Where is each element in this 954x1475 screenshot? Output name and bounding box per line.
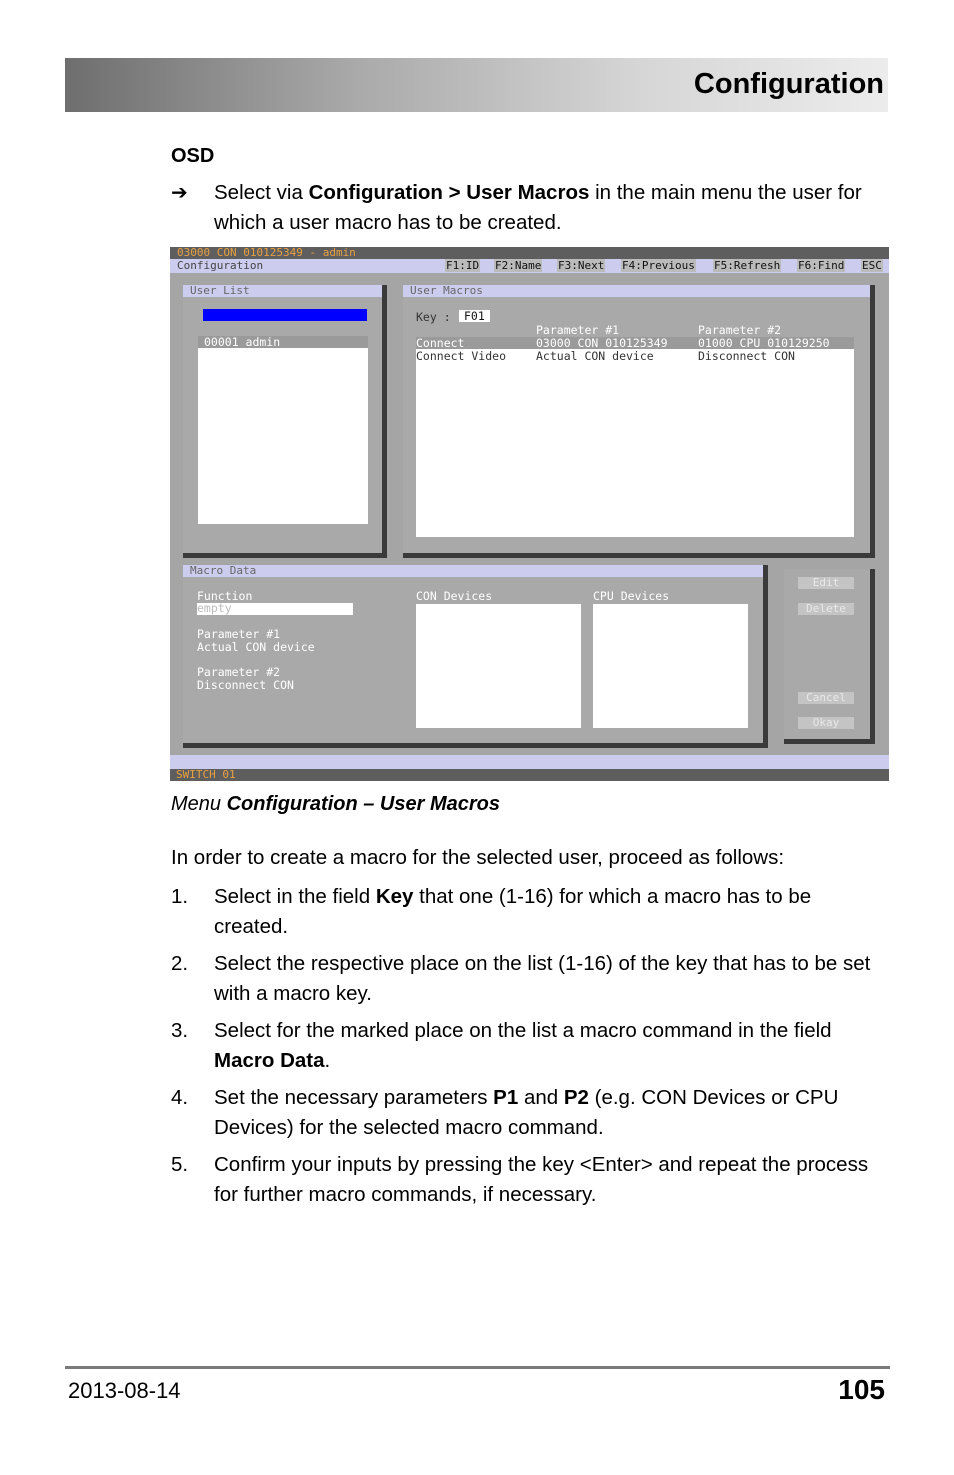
param1-label: Parameter #1 (197, 627, 281, 641)
okay-button[interactable]: Okay (798, 717, 854, 729)
macro-row1-p2[interactable]: 01000 CPU 010129250 (698, 336, 830, 350)
osd-top-text: 03000 CON 010125349 - admin (177, 247, 356, 259)
cpu-devices-list[interactable] (593, 604, 748, 728)
key-field[interactable]: F01 (459, 310, 490, 322)
osd-bottom-strip (170, 755, 889, 769)
macro-row2-p2[interactable]: Disconnect CON (698, 349, 795, 363)
step-bold: P1 (493, 1086, 519, 1109)
fkey-esc[interactable]: ESC (862, 259, 882, 272)
step-text: . (324, 1049, 331, 1072)
header-bar (65, 58, 888, 112)
list-item (171, 949, 881, 1009)
user-list-item[interactable]: 00001 admin (204, 335, 281, 349)
step-text: Set the necessary parameters (214, 1086, 494, 1109)
arrow-right-icon: ➔ (171, 182, 188, 204)
osd-screenshot (170, 247, 889, 781)
osd-menu-title: Configuration (177, 259, 264, 272)
page-title: Configuration (693, 68, 884, 100)
con-devices-list[interactable] (416, 604, 581, 728)
edit-button[interactable]: Edit (798, 577, 854, 589)
macro-row2-p1[interactable]: Actual CON device (536, 349, 654, 363)
list-item (171, 1083, 881, 1143)
key-label: Key : (416, 310, 451, 324)
step-number: 4. (171, 1086, 189, 1109)
footer-date: 2013-08-14 (68, 1378, 181, 1403)
macro-row2-fn[interactable]: Connect Video (416, 349, 507, 363)
figure-caption (171, 793, 500, 816)
instruction-pre: Select via (214, 181, 309, 204)
step-bold: P2 (563, 1086, 589, 1109)
user-macros-title: User Macros (403, 285, 870, 297)
fkey-f1[interactable]: F1:ID (446, 259, 480, 272)
param2-value: Disconnect CON (197, 678, 294, 692)
step-number: 3. (171, 1019, 189, 1042)
button-panel (784, 569, 875, 744)
macro-row1-fn[interactable]: Connect (416, 336, 465, 350)
step-text: (e.g. CON Devices or CPU Devices) for the selected macro command. (214, 1086, 839, 1139)
fkey-f5[interactable]: F5:Refresh (714, 259, 781, 272)
col-param1: Parameter #1 (536, 323, 620, 337)
list-item (171, 1150, 881, 1210)
user-macros-panel (403, 285, 875, 558)
col-param2: Parameter #2 (698, 323, 782, 337)
list-item (171, 1016, 881, 1076)
page-number: 105 (838, 1374, 885, 1405)
user-list-panel (183, 285, 387, 558)
instruction (171, 178, 881, 238)
caption-pre: Menu (171, 793, 227, 815)
section-label: OSD (171, 145, 215, 167)
function-value[interactable]: empty (197, 601, 232, 615)
osd-status-bar (170, 769, 889, 781)
macro-row1-p1[interactable]: 03000 CON 010125349 (536, 336, 668, 350)
footer-divider (65, 1366, 890, 1369)
step-text: Select for the marked place on the list a macro command in the field (214, 1019, 832, 1042)
cpu-devices-label: CPU Devices (593, 589, 670, 603)
cancel-button[interactable]: Cancel (798, 692, 854, 704)
osd-menu-bar (170, 259, 889, 273)
user-search-field[interactable] (203, 309, 367, 321)
step-text: Select the respective place on the list (1-16) of the key that has to be set with a macro key. (214, 952, 871, 1005)
steps-list (171, 882, 881, 1217)
intro-text: In order to create a macro for the selected user, proceed as follows: (171, 846, 785, 869)
osd-top-bar (170, 247, 889, 259)
step-text: Confirm your inputs by pressing the key <Enter> and repeat the process for further macro commands, if necessary. (214, 1153, 869, 1206)
step-bold: Macro Data (214, 1049, 325, 1072)
macro-list-box[interactable] (416, 337, 854, 537)
step-bold: Key (375, 885, 414, 908)
step-text: and (518, 1086, 564, 1109)
fkey-f3[interactable]: F3:Next (558, 259, 605, 272)
step-text: Select in the field (214, 885, 376, 908)
step-number: 1. (171, 885, 189, 908)
step-text: that one (1-16) for which a macro has to be created. (214, 885, 812, 938)
param2-label: Parameter #2 (197, 665, 281, 679)
instruction-bold: Configuration > User Macros (308, 181, 590, 204)
fkey-f2[interactable]: F2:Name (495, 259, 542, 272)
fkey-f6[interactable]: F6:Find (798, 259, 845, 272)
user-list-box[interactable] (198, 336, 368, 524)
con-devices-label: CON Devices (416, 589, 493, 603)
delete-button[interactable]: Delete (798, 603, 854, 615)
param1-value: Actual CON device (197, 640, 315, 654)
list-item (171, 882, 881, 942)
caption-bold: Configuration – User Macros (226, 793, 500, 815)
instruction-post: in the main menu the user for which a user macro has to be created. (214, 181, 862, 234)
macro-data-title: Macro Data (183, 565, 763, 577)
macro-data-panel (183, 565, 768, 748)
osd-status-text: SWITCH 01 (176, 768, 236, 781)
step-number: 2. (171, 952, 189, 975)
step-number: 5. (171, 1153, 189, 1176)
function-label: Function (197, 589, 253, 603)
fkey-f4[interactable]: F4:Previous (622, 259, 695, 272)
user-list-title: User List (183, 285, 382, 297)
